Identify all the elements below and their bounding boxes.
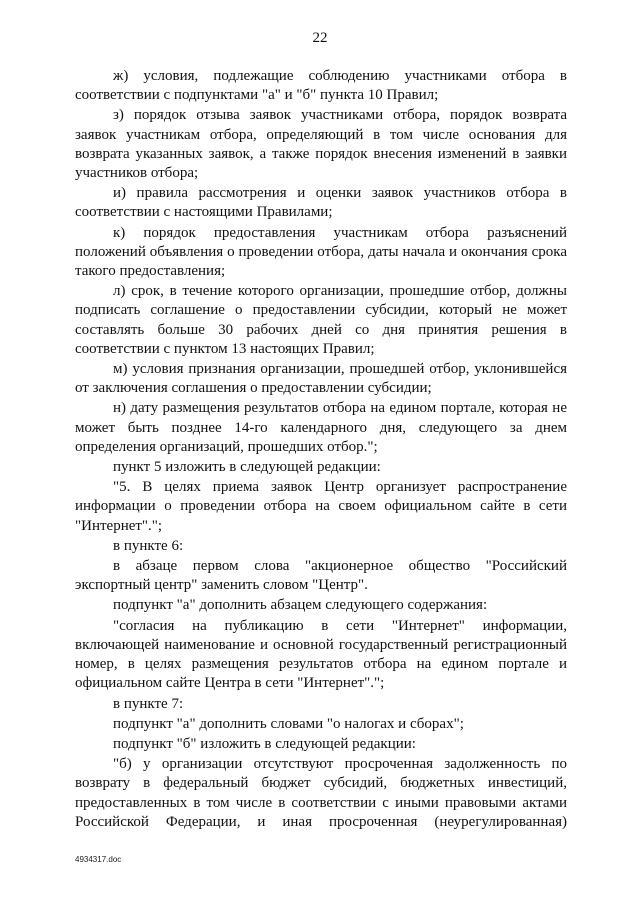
paragraph-m: м) условия признания организации, прошедшей отбор, уклонившейся от заключения соглашения о предоставлении субсидии; [75,361,567,397]
paragraph-punkt-5-text: "5. В целях приема заявок Центр организует распространение информации о проведении отбора на своем официальном сайте в сети "Интернет"."; [75,479,567,534]
paragraph-n: н) дату размещения результатов отбора на едином портале, которая не может быть позднее 14-го календарного дня, следующего за днем определения организаций, прошедших отбор."; [75,400,567,455]
paragraph-punkt-7-a: подпункт "а" дополнить словами "о налогах и сборах"; [113,715,464,732]
paragraph-i: и) правила рассмотрения и оценки заявок участников отбора в соответствии с настоящими Правилами; [75,185,567,221]
paragraph-punkt-6-a-intro: подпункт "а" дополнить абзацем следующего содержания: [113,597,488,614]
page-number: 22 [312,30,328,46]
paragraph-punkt-5-intro: пункт 5 изложить в следующей редакции: [113,459,381,476]
paragraph-l: л) срок, в течение которого организации, прошедшие отбор, должны подписать соглашение о предоставлении субсидии, который не может составлять больше 30 рабочих дней со дня принятия решения в соответствии с пунктом 13 настоящих Правил; [75,283,567,357]
paragraph-k: к) порядок предоставления участникам отбора разъяснений положений объявления о проведении отбора, даты начала и окончания срока такого предоставления; [75,224,567,280]
paragraph-punkt-6-a-text: "согласия на публикацию в сети "Интернет" информации, включающей наименование и основной государственный регистрационный номер, в целях размещения результатов отбора на едином портале и официальном сайте Центра в сети "Интернет"."; [75,617,567,692]
paragraph-punkt-7-b-text: "б) у организации отсутствуют просроченная задолженность по возврату в федеральный бюджет субсидий, бюджетных инвестиций, предоставленных в том числе в соответствии с иными правовыми актами Российской Федерации, и иная просроченная (неурегулированная) [75,756,567,830]
paragraph-punkt-7-b-intro: подпункт "б" изложить в следующей редакции: [113,735,416,752]
document-body [75,67,567,833]
paragraph-zh: ж) условия, подлежащие соблюдению участниками отбора в соответствии с подпунктами "а" и "б" пункта 10 Правил; [75,68,567,104]
paragraph-punkt-7-intro: в пункте 7: [113,695,184,712]
paragraph-punkt-6-intro: в пункте 6: [113,537,184,554]
file-name-footer: 4934317.doc [75,855,122,864]
paragraph-punkt-6-abzac: в абзаце первом слова "акционерное общество "Российский экспортный центр" заменить словом "Центр". [75,558,567,594]
paragraph-z: з) порядок отзыва заявок участниками отбора, порядок возврата заявок участникам отбора, определяющий в том числе основания для возврата указанных заявок, а также порядок внесения изменений в заявки участников отбора; [75,107,567,182]
